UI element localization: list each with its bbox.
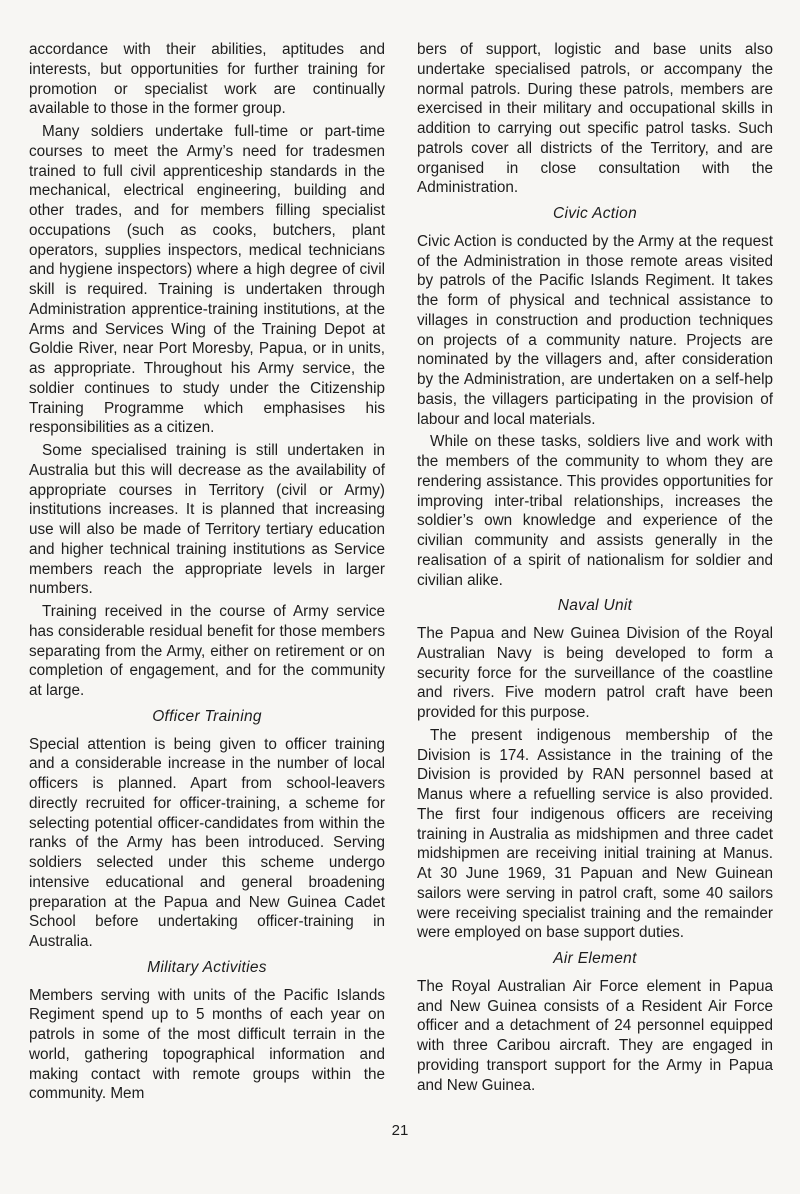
paragraph: accordance with their abilities, aptitudes and interests, but opportunities for further training for promotion or specialist work are continually available to those in the former group.: [29, 41, 385, 118]
paragraph: Special attention is being given to officer training and a considerable increase in the number of local officers is planned. Apart from school-leavers directly recruited for officer-training, a scheme for selecting potential officer-candidates from within the ranks of the Army has been introduced. Serving soldiers selected under this scheme undergo intensive educational and general broadening preparation at the Papua and New Guinea Cadet School before undertaking officer-training in Australia.: [29, 735, 385, 950]
paragraph: bers of support, logistic and base units also undertake specialised patrols, or accompany the normal patrols. During these patrols, members are exercised in their military and occupational skills in addition to carrying out specific patrol tasks. Such patrols cover all districts of the Territory, and are organised in close consultation with the Administration.: [417, 41, 773, 197]
paragraph: Members serving with units of the Pacific Islands Regiment spend up to 5 months of each year on patrols in some of the most difficult terrain in the world, gathering topographical information and making contact with remote groups within the community. Mem: [29, 986, 385, 1103]
paragraph: Training received in the course of Army service has considerable residual benefit for those members separating from the Army, either on retirement or on completion of engagement, and for the community at large.: [29, 603, 385, 699]
paragraph: Civic Action is conducted by the Army at the request of the Administration in those remote areas visited by patrols of the Pacific Islands Regiment. It takes the form of physical and technical assistance to villages in construction and production techniques on projects of a community nature. Projects are nominated by the villagers and, after consideration by the Administration, are undertaken on a self-help basis, the villagers participating in the provision of labour and local materials.: [417, 232, 773, 428]
paragraph: Some specialised training is still undertaken in Australia but this will decrease as the availability of appropriate courses in Territory (civil or Army) institutions increases. It is planned that increasing use will also be made of Territory tertiary education and higher technical training institutions as Service members reach the appropriate levels in larger numbers.: [29, 442, 385, 598]
paragraph: While on these tasks, soldiers live and work with the members of the community to whom they are rendering assistance. This provides opportunities for improving inter-tribal relationships, increases the soldier’s own knowledge and experience of the civilian community and assists generally in the realisation of a spirit of nationalism for soldier and civilian alike.: [417, 433, 773, 589]
page-number: 21: [391, 1122, 409, 1139]
right-column: [417, 40, 773, 1098]
section-heading-naval-unit: Naval Unit: [557, 597, 633, 615]
paragraph: The Royal Australian Air Force element in Papua and New Guinea consists of a Resident Air Force officer and a detachment of 24 personnel equipped with three Caribou aircraft. They are engaged in providing transport support for the Army in Papua and New Guinea.: [417, 977, 773, 1094]
section-heading-military-activities: Military Activities: [147, 958, 267, 976]
section-heading-officer-training: Officer Training: [152, 707, 262, 725]
section-heading-civic-action: Civic Action: [553, 205, 637, 222]
paragraph: The present indigenous membership of the Division is 174. Assistance in the training of the Division is provided by RAN personnel based at Manus where a refuelling service is also provided. The first four indigenous officers are receiving training in Australia as midshipmen and three cadet midshipmen are receiving initial training at Manus. At 30 June 1969, 31 Papuan and New Guinean sailors were serving in patrol craft, some 40 sailors were receiving specialist training and the remainder were employed on base support duties.: [417, 726, 773, 942]
paragraph: Many soldiers undertake full-time or part-time courses to meet the Army’s need for tradesmen trained to full civil apprenticeship standards in the mechanical, electrical engineering, building and other trades, and for members filling specialist occupations (such as cooks, butchers, plant operators, supplies inspectors, medical technicians and hygiene inspectors) where a high degree of civil skill is required. Training is undertaken through Administration apprentice-training institutions, at the Arms and Services Wing of the Training Depot at Goldie River, near Port Moresby, Papua, or in units, as appropriate. Throughout his Army service, the soldier continues to study under the Citizenship Training Programme which emphasises his responsibilities as a citizen.: [29, 123, 385, 437]
section-heading-air-element: Air Element: [553, 950, 637, 967]
left-column: [29, 40, 385, 1107]
paragraph: The Papua and New Guinea Division of the Royal Australian Navy is being developed to form a security force for the surveillance of the coastline and rivers. Five modern patrol craft have been provided for this purpose.: [417, 625, 773, 721]
